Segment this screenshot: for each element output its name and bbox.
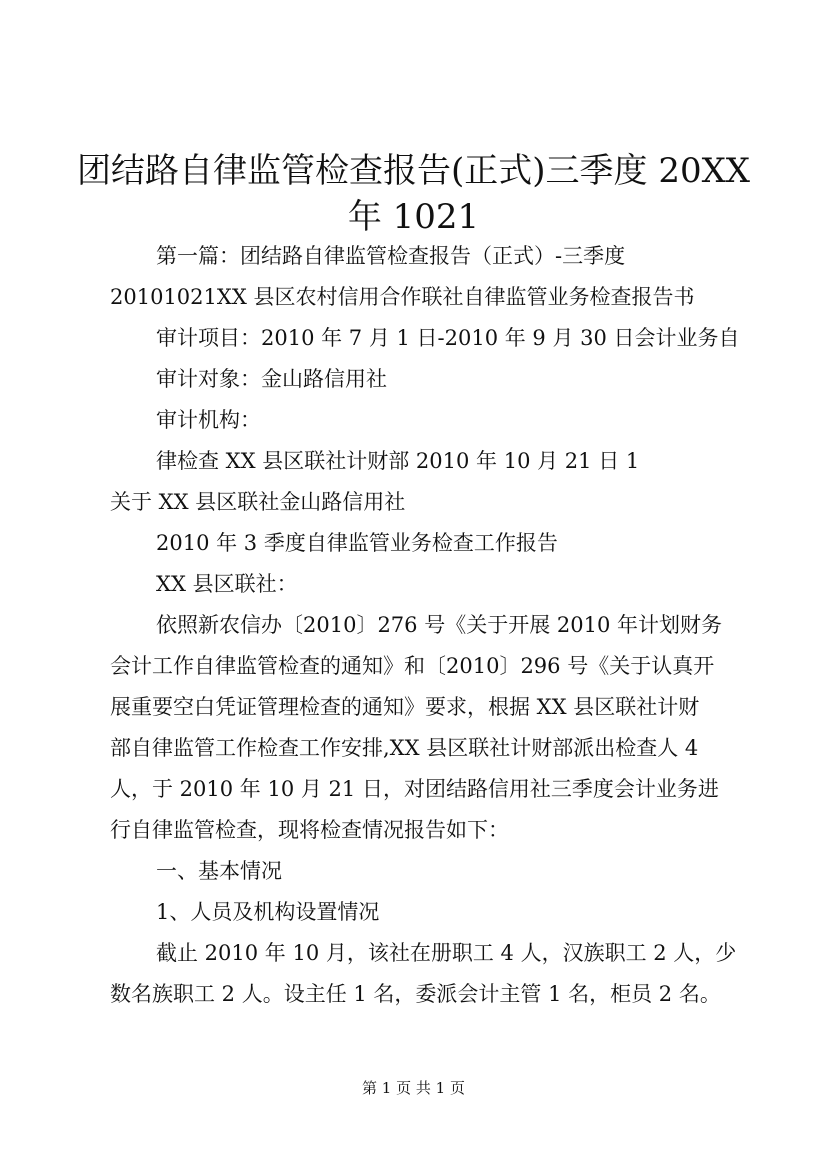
paragraph-line: XX 县区联社：: [156, 572, 298, 596]
paragraph-line: 会计工作自律监管检查的通知》和〔2010〕296 号《关于认真开: [110, 654, 715, 678]
paragraph-line: 行自律监管检查，现将检查情况报告如下：: [110, 818, 509, 842]
document-title: [60, 148, 767, 240]
paragraph-line: 审计机构：: [156, 408, 261, 432]
paragraph-line: 数名族职工 2 人。设主任 1 名，委派会计主管 1 名，柜员 2 名。: [110, 982, 721, 1006]
section-heading: 一、基本情况: [156, 859, 282, 883]
paragraph-line: 审计对象：金山路信用社: [156, 367, 387, 391]
paragraph-line: 20101021XX 县区农村信用合作联社自律监管业务检查报告书: [110, 285, 695, 309]
paragraph-line: 关于 XX 县区联社金山路信用社: [110, 490, 406, 514]
subsection-heading: 1、人员及机构设置情况: [156, 900, 380, 924]
paragraph-line: 第一篇：团结路自律监管检查报告（正式）-三季度: [156, 244, 626, 268]
paragraph-line: 部自律监管工作检查工作安排,XX 县区联社计财部派出检查人 4: [110, 736, 699, 760]
title-line-2: 年 1021: [347, 197, 480, 237]
paragraph-line: 2010 年 3 季度自律监管业务检查工作报告: [156, 531, 558, 555]
paragraph-line: 截止 2010 年 10 月，该社在册职工 4 人，汉族职工 2 人，少: [156, 941, 737, 965]
paragraph-line: 人，于 2010 年 10 月 21 日，对团结路信用社三季度会计业务进: [110, 777, 719, 801]
paragraph-line: 依照新农信办〔2010〕276 号《关于开展 2010 年计划财务: [156, 613, 722, 637]
page-footer: 第 1 页 共 1 页: [362, 1079, 465, 1097]
document-body: [110, 236, 740, 1015]
paragraph-line: 展重要空白凭证管理检查的通知》要求，根据 XX 县区联社计财: [110, 695, 700, 719]
paragraph-line: 审计项目：2010 年 7 月 1 日-2010 年 9 月 30 日会计业务自: [156, 326, 740, 350]
paragraph-line: 律检查 XX 县区联社计财部 2010 年 10 月 21 日 1: [156, 449, 640, 473]
title-line-1: 团结路自律监管检查报告(正式)三季度 20XX: [76, 151, 750, 191]
